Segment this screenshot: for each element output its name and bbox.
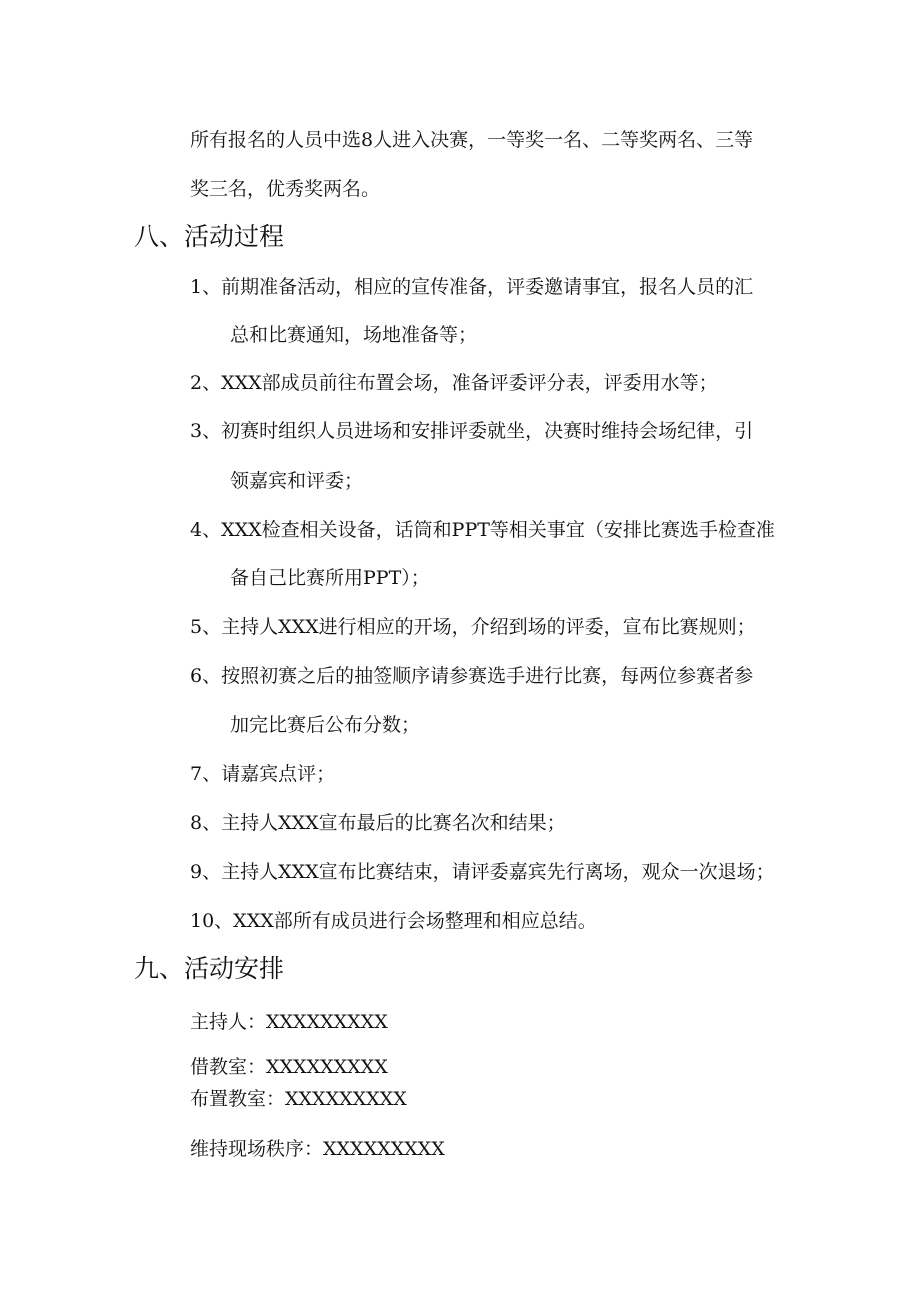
process-item-3-line-2: 领嘉宾和评委；	[230, 470, 364, 492]
process-item-8: 8、主持人XXX宣布最后的比赛名次和结果；	[190, 812, 566, 834]
arrangement-decorate-classroom: 布置教室：XXXXXXXXX	[190, 1088, 407, 1110]
process-item-1-line-2: 总和比赛通知，场地准备等；	[230, 324, 478, 346]
process-item-6-line-2: 加完比赛后公布分数；	[230, 714, 421, 736]
process-item-6-line-1: 6、按照初赛之后的抽签顺序请参赛选手进行比赛，每两位参赛者参	[190, 665, 754, 687]
arrangement-host: 主持人：XXXXXXXXX	[190, 1011, 388, 1033]
process-item-2: 2、XXX部成员前往布置会场，准备评委评分表，评委用水等；	[190, 372, 718, 394]
process-item-7: 7、请嘉宾点评；	[190, 763, 336, 785]
process-item-9: 9、主持人XXX宣布比赛结束，请评委嘉宾先行离场，观众一次退场；	[190, 861, 775, 883]
process-item-4-line-1: 4、XXX检查相关设备，话筒和PPT等相关事宜（安排比赛选手检查准	[190, 519, 775, 541]
process-item-4-line-2: 备自己比赛所用PPT）；	[230, 567, 430, 589]
process-item-3-line-1: 3、初赛时组织人员进场和安排评委就坐，决赛时维持会场纪律，引	[190, 420, 754, 442]
process-item-5: 5、主持人XXX进行相应的开场，介绍到场的评委，宣布比赛规则；	[190, 616, 756, 638]
section-8-heading: 八、活动过程	[134, 222, 285, 251]
process-item-1-line-1: 1、前期准备活动，相应的宣传准备，评委邀请事宜，报名人员的汇	[190, 276, 754, 298]
section-9-heading: 九、活动安排	[134, 954, 285, 983]
arrangement-borrow-classroom: 借教室：XXXXXXXXX	[190, 1056, 388, 1078]
arrangement-maintain-order: 维持现场秩序：XXXXXXXXX	[190, 1138, 445, 1160]
process-item-10: 10、XXX部所有成员进行会场整理和相应总结。	[190, 910, 597, 932]
intro-line-1: 所有报名的人员中选8人进入决赛，一等奖一名、二等奖两名、三等	[190, 129, 754, 151]
intro-line-2: 奖三名，优秀奖两名。	[190, 178, 381, 200]
